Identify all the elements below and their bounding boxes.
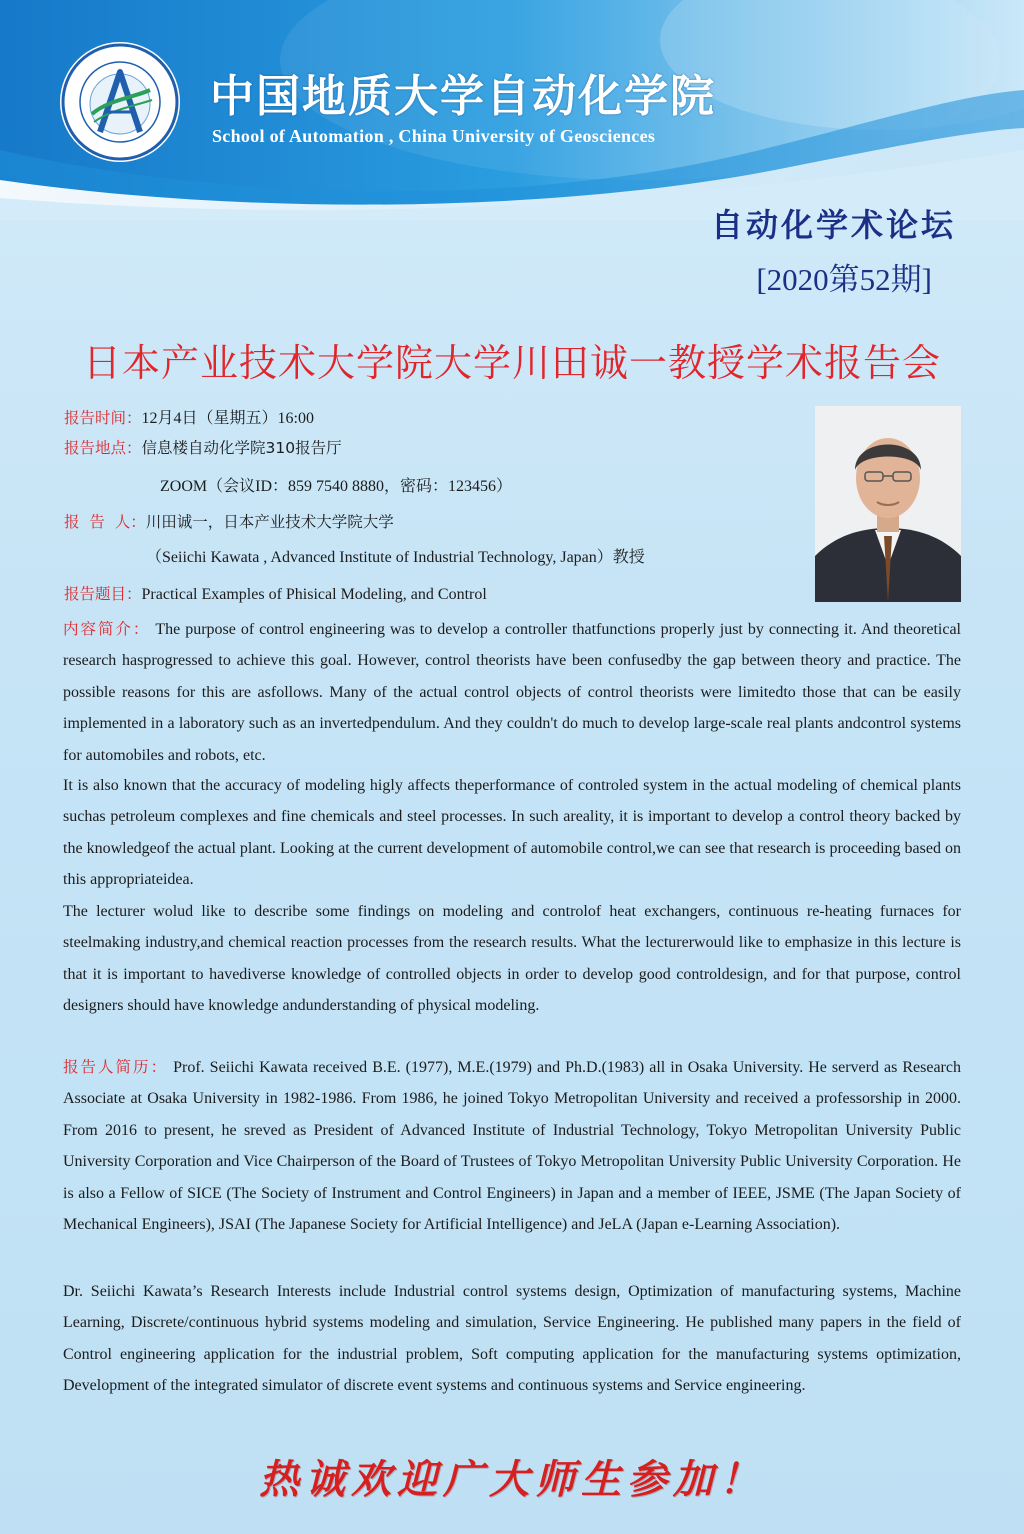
abstract-paragraph-3: The lecturer wolud like to describe some findings on modeling and controlof heat exchangers, continuous re-heating furnaces for steelmaking industry,and chemical reaction processes from the research results. What the lecturerwould like to emphasize in this lecture is that it is important to havediverse knowledge of controlled objects in order to develop good controldesign, and for that purpose, control designers should have knowledge andunderstanding of physical modeling. — [63, 903, 961, 1015]
info-speaker — [64, 510, 394, 532]
page-title: 日本产业技术大学院大学川田诚一教授学术报告会 — [82, 341, 941, 385]
bio-text-1: Prof. Seiichi Kawata received B.E. (1977), M.E.(1979) and Ph.D.(1983) all in Osaka University. He serverd as Research Associate at Osaka University in 1982-1986. From 1986, he joined Tokyo Metropolitan University and received a professorship in 2000. From 2016 to present, he sreved as President of Advanced Institute of Industrial Technology, Tokyo Metropolitan University Public University Corporation and Vice Chairperson of the Board of Trustees of Tokyo Metropolitan University Public University Corporation. He is also a Fellow of SICE (The Society of Instrument and Control Engineers) in Japan and a member of IEEE, JSME (The Japan Society of Mechanical Engineers), JSAI (The Japanese Society for Artificial Intelligence) and JeLA (Japan e-Learning Association). — [63, 1059, 961, 1234]
abstract-paragraph-2: It is also known that the accuracy of modeling higly affects theperformance of controled system in the actual modeling of chemical plants suchas petroleum complexes and fine chemicals and steel processes. In such areality, it is important to develop a control theory backed by the knowledgeof the actual plant. Looking at the current development of automobile control,we can see that research is proceeding based on this appropriateidea. — [63, 777, 961, 889]
bio-paragraph-1 — [63, 1052, 961, 1240]
abstract-text-1: The purpose of control engineering was to develop a controller thatfunctions properly just by connecting it. And theoretical research hasprogressed to achieve this goal. However, control theorists have been confusedby the gap between theory and practice. The possible reasons for this are asfollows. Many of the actual control objects of control theorists were limitedto those that can be easily implemented in a laboratory such as an invertedpendulum. And they couldn't do much to develop large-scale real plants andcontrol systems for automobiles and robots, etc. — [63, 621, 962, 764]
bio-paragraph-2: Dr. Seiichi Kawata’s Research Interests include Industrial control systems design, Optimization of manufacturing systems, Machine Learning, Discrete/continuous hybrid systems modeling and simulation, Service Engineering. He published many papers in the field of Control engineering application for the industrial problem, Soft computing application for the manufacturing systems optimization, Development of the integrated simulator of discrete event systems and continuous systems and Service engineering. — [63, 1283, 961, 1395]
info-zoom — [160, 473, 512, 496]
welcome-banner: 热诚欢迎广大师生参加！ — [259, 1456, 765, 1503]
speaker-en: （Seiichi Kawata , Advanced Institute of Industrial Technology, Japan）教授 — [146, 549, 645, 566]
abstract-label: 内容简介： — [63, 620, 151, 638]
info-time — [64, 405, 314, 428]
info-topic — [64, 582, 487, 604]
info-speaker-en — [146, 544, 645, 567]
topic-label: 报告题目： — [64, 585, 142, 603]
speaker-label: 报 告 人： — [64, 513, 146, 531]
speaker-photo — [815, 406, 961, 602]
abstract-paragraph-1 — [63, 614, 961, 771]
university-logo — [58, 40, 182, 164]
school-name-cn: 中国地质大学自动化学院 — [210, 71, 716, 122]
place-label: 报告地点： — [64, 439, 142, 457]
forum-issue: [2020第52期] — [756, 262, 932, 297]
info-place — [64, 436, 342, 458]
time-value: 12月4日（星期五）16:00 — [141, 410, 314, 427]
topic-value: Practical Examples of Phisical Modeling, and Control — [141, 586, 487, 603]
school-name-en: School of Automation , China University of Geosciences — [212, 126, 656, 146]
zoom-value: ZOOM（会议ID：859 7540 8880，密码：123456） — [160, 478, 512, 495]
header-banner — [0, 0, 1024, 220]
bio-label: 报告人简历： — [63, 1058, 169, 1076]
place-value: 信息楼自动化学院310报告厅 — [141, 439, 342, 457]
forum-name: 自动化学术论坛 — [710, 206, 956, 244]
speaker-value: 川田诚一，日本产业技术大学院大学 — [145, 513, 394, 531]
time-label: 报告时间： — [64, 409, 142, 427]
